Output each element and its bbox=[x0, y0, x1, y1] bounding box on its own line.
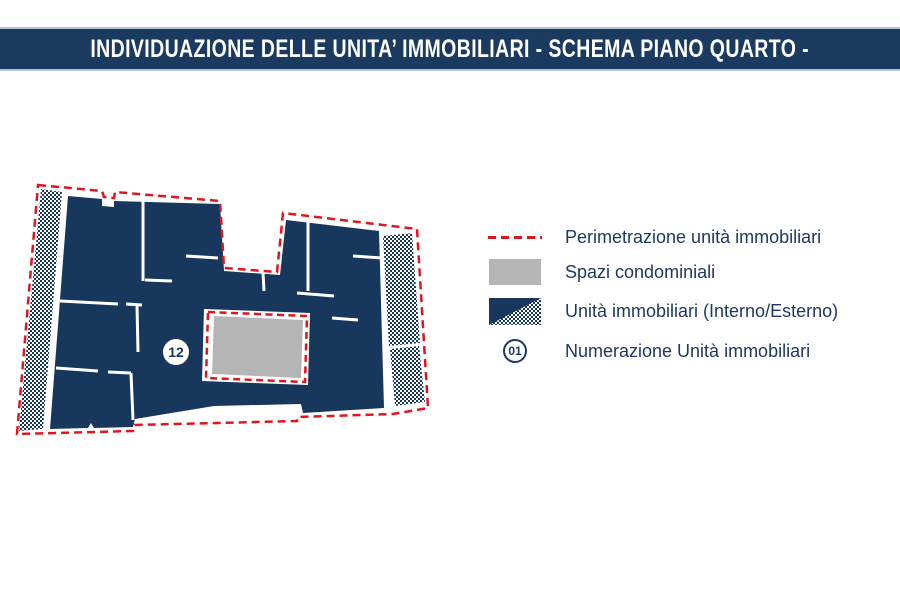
navy-hatch-swatch-icon bbox=[489, 298, 541, 325]
legend-item-perimeter bbox=[488, 223, 900, 251]
legend-item-condominium bbox=[488, 258, 900, 286]
legend-label-units: Unità immobiliari (Interno/Esterno) bbox=[565, 300, 839, 321]
floor-plan bbox=[0, 160, 460, 460]
unit-number-label: 12 bbox=[168, 344, 184, 360]
legend-item-numbering bbox=[488, 337, 900, 365]
legend-label-condominium: Spazi condominiali bbox=[565, 261, 716, 282]
floor-plan-svg bbox=[0, 160, 460, 460]
gray-swatch-icon bbox=[489, 259, 541, 285]
header-bar bbox=[0, 27, 900, 71]
legend-label-perimeter: Perimetrazione unità immobiliari bbox=[565, 226, 822, 247]
red-dashed-line-icon bbox=[488, 236, 542, 239]
balcony-hatch-right-bottom bbox=[390, 346, 425, 406]
condominium-space bbox=[212, 316, 303, 378]
page-title: INDIVIDUAZIONE DELLE UNITA’ IMMOBILIARI - SCHEMA PIANO QUARTO - bbox=[90, 34, 810, 63]
numbered-circle-icon: 01 bbox=[503, 339, 527, 363]
balcony-hatch-right-top bbox=[383, 233, 420, 346]
legend-label-numbering: Numerazione Unità immobiliari bbox=[565, 340, 811, 361]
legend-item-units bbox=[488, 297, 900, 325]
